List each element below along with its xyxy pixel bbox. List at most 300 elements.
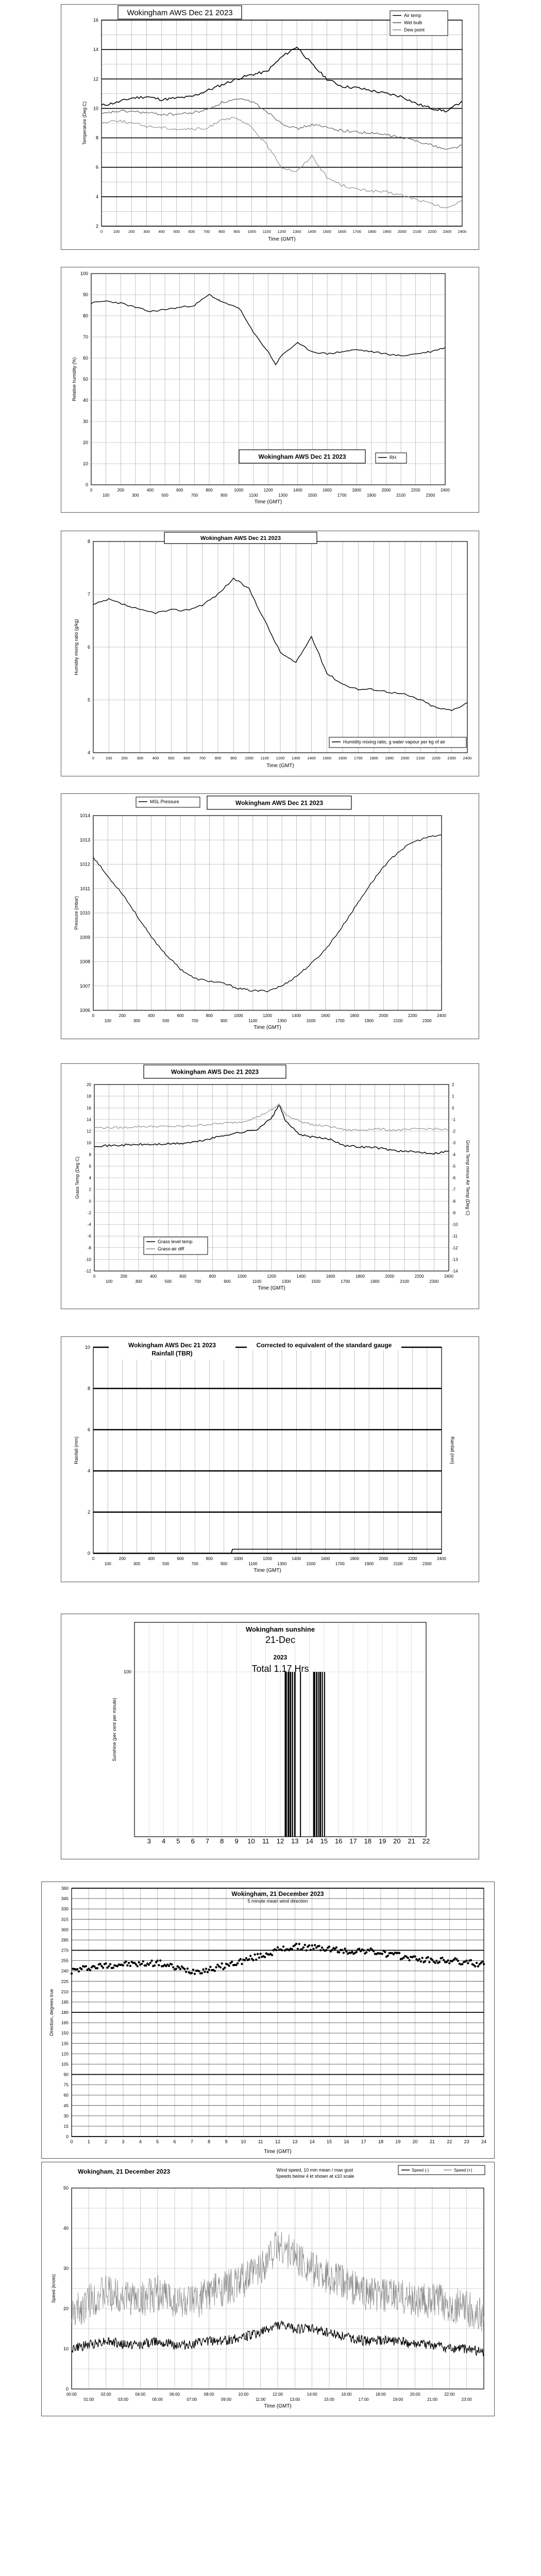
x-tick-label: 1400 [293, 488, 302, 493]
wind-direction-point [314, 1944, 316, 1946]
wind-direction-point [192, 1969, 194, 1971]
wind-direction-point [138, 1961, 140, 1963]
x-tick-label: 8 [208, 2139, 211, 2144]
wind-direction-point [179, 1968, 181, 1970]
wind-direction-point [145, 1964, 147, 1967]
x-tick-label: 400 [149, 1274, 157, 1279]
y-axis-label: Direction, degrees true [49, 1989, 54, 2036]
x-tick-label: 1000 [247, 229, 257, 234]
y-tick-label: 2 [452, 1082, 454, 1087]
wind-direction-point [171, 1963, 173, 1965]
sunshine-bar [300, 1672, 301, 1837]
y-tick-label: 180 [61, 2010, 69, 2015]
wind-direction-point [408, 1959, 410, 1961]
x-tick-label: 14:00 [307, 2392, 317, 2397]
x-tick-label: 1500 [306, 1019, 316, 1023]
y-tick-label: 2 [95, 224, 98, 229]
wind-direction-point [260, 1953, 262, 1955]
y2-axis-label: Grass Temp minus Air Temp (Deg C) [465, 1140, 470, 1216]
wind-direction-point [248, 1958, 250, 1960]
y-axis-label: Relative humidity (%) [72, 357, 77, 401]
x-tick-label: 300 [143, 229, 150, 234]
chart-subtitle: Wind speed, 10 min mean / max gust [276, 2167, 353, 2173]
y-tick-label: 75 [63, 2082, 69, 2088]
wind-direction-point [466, 1960, 468, 1962]
pressure-chart-panel [61, 793, 479, 1039]
wind-direction-point [418, 1958, 420, 1960]
x-tick-label: 05:00 [152, 2397, 163, 2402]
wind-direction-chart-panel [41, 1882, 495, 2159]
x-tick-label: 2000 [379, 1556, 388, 1561]
x-tick-label: 7 [190, 2139, 193, 2144]
y-tick-label: 1006 [79, 1008, 90, 1013]
x-tick-label: 12 [275, 2139, 281, 2144]
wind-direction-point [434, 1962, 436, 1964]
x-tick-label: 18 [364, 1837, 372, 1845]
sunshine-bar [313, 1672, 315, 1837]
wind-direction-point [448, 1962, 450, 1964]
y-axis-label: Temperature (Deg C) [82, 101, 87, 145]
x-tick-label: 1600 [326, 1274, 335, 1279]
wind-direction-point [431, 1959, 433, 1961]
x-tick-label: 4 [161, 1837, 166, 1845]
x-tick-label: 0 [92, 1556, 95, 1561]
x-tick-label: 1900 [364, 1562, 374, 1566]
y-tick-label: 6 [87, 1427, 90, 1432]
y-tick-label: 210 [61, 1989, 69, 1994]
x-tick-label: 1600 [337, 229, 347, 234]
wind-direction-point [241, 1963, 243, 1965]
x-tick-label: 500 [162, 1019, 170, 1023]
x-tick-label: 2300 [443, 229, 452, 234]
legend-entry: Grass-air diff [158, 1246, 184, 1251]
wind-direction-point [244, 1959, 246, 1961]
legend-entry: RH [390, 455, 396, 460]
y-tick-label: 1013 [79, 837, 90, 843]
chart-subtitle: 5 minute mean wind direction [247, 1899, 308, 1904]
x-tick-label: 0 [92, 1013, 95, 1018]
y-tick-label: 8 [95, 135, 98, 141]
x-tick-label: 2200 [428, 229, 437, 234]
wind-direction-point [252, 1959, 255, 1961]
y-tick-label: 18 [87, 1094, 91, 1099]
chart-subtitle: Corrected to equivalent of the standard gauge [256, 1342, 392, 1349]
y-axis-label: Pressure (mbar) [74, 896, 79, 930]
x-tick-label: 100 [102, 493, 110, 498]
wind-direction-point [93, 1965, 95, 1968]
legend-entry: MSL Pressure [150, 799, 179, 804]
x-tick-label: 14 [306, 1837, 313, 1845]
y-tick-label: -1 [452, 1117, 456, 1122]
wind-direction-point [208, 1969, 210, 1971]
wind-direction-point [129, 1965, 131, 1967]
wind-direction-point [312, 1948, 314, 1950]
x-tick-label: 2400 [444, 1274, 453, 1279]
wind-direction-point [191, 1972, 193, 1974]
x-tick-label: 1600 [320, 1013, 330, 1018]
x-tick-label: 2400 [463, 756, 472, 760]
x-tick-label: 2300 [429, 1279, 439, 1284]
wind-direction-point [158, 1964, 160, 1966]
wind-direction-point [435, 1960, 437, 1962]
x-tick-label: 9 [234, 1837, 239, 1845]
wind-direction-point [159, 1959, 161, 1961]
x-tick-label: 2300 [447, 756, 457, 760]
x-tick-label: 22:00 [444, 2392, 455, 2397]
x-tick-label: 0 [90, 488, 93, 493]
x-tick-label: 1300 [277, 1019, 287, 1023]
x-tick-label: 2000 [381, 488, 391, 493]
x-tick-label: 1200 [263, 1556, 272, 1561]
wind-direction-point [368, 1950, 370, 1952]
wind-direction-point [428, 1961, 430, 1963]
x-tick-label: 2300 [426, 493, 435, 498]
x-tick-label: 1900 [366, 493, 376, 498]
x-tick-label: 600 [183, 756, 190, 760]
x-tick-label: 1300 [277, 1562, 287, 1566]
x-tick-label: 9 [225, 2139, 228, 2144]
sunshine-date: 21-Dec [265, 1635, 296, 1645]
y-tick-label: 225 [61, 1978, 69, 1984]
y-tick-label: -11 [452, 1234, 458, 1239]
y-tick-label: 330 [61, 1906, 69, 1912]
x-tick-label: 800 [206, 488, 213, 493]
wind-direction-point [341, 1949, 343, 1951]
x-tick-label: 11 [262, 1837, 269, 1845]
x-tick-label: 2100 [393, 1562, 403, 1566]
wind-direction-point [183, 1968, 185, 1970]
y-tick-label: 100 [123, 1669, 131, 1674]
chart-title: Wokingham AWS Dec 21 2023 [235, 799, 324, 807]
wind-direction-point [150, 1960, 153, 1962]
wind-direction-point [344, 1947, 346, 1950]
x-tick-label: 09:00 [221, 2397, 232, 2402]
x-tick-label: 1700 [341, 1279, 350, 1284]
y-tick-label: 0 [452, 1106, 454, 1111]
x-tick-label: 1300 [281, 1279, 291, 1284]
x-tick-label: 500 [167, 756, 175, 760]
x-tick-label: 300 [135, 1279, 142, 1284]
x-tick-label: 13:00 [290, 2397, 300, 2402]
x-tick-label: 20 [412, 2139, 418, 2144]
x-tick-label: 800 [206, 1013, 213, 1018]
sunshine-bar [322, 1672, 323, 1837]
x-tick-label: 19 [378, 1837, 386, 1845]
x-tick-label: 13 [292, 2139, 298, 2144]
y-tick-label: 345 [61, 1896, 69, 1902]
x-tick-label: 700 [191, 493, 198, 498]
x-tick-label: 3 [147, 1837, 151, 1845]
y-axis-label: Speed (knots) [51, 2274, 56, 2303]
x-tick-label: 800 [206, 1556, 213, 1561]
y2-axis-label: Rainfall (mm) [450, 1436, 455, 1464]
x-tick-label: 5 [156, 2139, 159, 2144]
wind-direction-point [221, 1962, 223, 1964]
wind-direction-point [477, 1965, 479, 1968]
x-tick-label: 900 [220, 1019, 228, 1023]
x-tick-label: 2200 [432, 756, 441, 760]
y-tick-label: 165 [61, 2020, 69, 2026]
y-tick-label: 30 [63, 2113, 69, 2119]
wind-direction-point [331, 1949, 333, 1951]
x-axis-label: Time (GMT) [268, 236, 296, 242]
wind-direction-point [282, 1945, 284, 1947]
x-tick-label: 2300 [422, 1562, 432, 1566]
x-tick-label: 1100 [260, 756, 269, 760]
y-tick-label: 10 [93, 106, 98, 111]
x-tick-label: 0 [93, 1274, 96, 1279]
y-tick-label: 315 [61, 1917, 69, 1922]
wind-direction-point [224, 1967, 226, 1969]
rainfall-chart-panel [61, 1336, 479, 1582]
y-tick-label: 10 [63, 2346, 69, 2351]
wind-direction-point [109, 1963, 111, 1965]
x-tick-label: 2100 [396, 493, 406, 498]
legend-entry: Speed (-) [412, 2168, 429, 2173]
x-tick-label: 700 [191, 1562, 198, 1566]
wind-direction-point [338, 1951, 340, 1953]
x-tick-label: 5 [176, 1837, 180, 1845]
y-tick-label: 16 [93, 18, 98, 23]
wind-direction-point [483, 1963, 485, 1965]
x-tick-label: 800 [218, 229, 225, 234]
wind-direction-point [125, 1960, 127, 1962]
y-tick-label: 30 [82, 419, 88, 424]
wind-direction-point [137, 1965, 139, 1967]
wind-direction-point [365, 1951, 367, 1953]
y-tick-label: 16 [87, 1106, 91, 1111]
mixing-ratio-chart [61, 531, 480, 777]
x-tick-label: 1100 [252, 1279, 261, 1284]
wind-direction-point [358, 1947, 360, 1950]
humidity-chart [61, 267, 480, 513]
y-axis-label: Rainfall (mm) [74, 1436, 79, 1464]
x-tick-label: 17:00 [358, 2397, 369, 2402]
sunshine-bar [292, 1672, 293, 1837]
x-tick-label: 2100 [393, 1019, 403, 1023]
wind-direction-point [345, 1951, 347, 1953]
y-tick-label: 14 [87, 1117, 91, 1122]
wind-direction-point [80, 1968, 82, 1970]
x-tick-label: 07:00 [187, 2397, 197, 2402]
x-tick-label: 1700 [337, 493, 347, 498]
x-tick-label: 1300 [292, 229, 301, 234]
y-tick-label: 0 [89, 1199, 91, 1204]
x-tick-label: 1300 [278, 493, 288, 498]
wind-direction-point [298, 1943, 300, 1945]
x-tick-label: 800 [209, 1274, 216, 1279]
y-tick-label: -2 [452, 1129, 456, 1134]
wind-direction-point [228, 1964, 230, 1967]
wind-direction-point [407, 1957, 409, 1959]
x-tick-label: 700 [191, 1019, 198, 1023]
wind-direction-point [264, 1956, 266, 1958]
x-tick-label: 12:00 [272, 2392, 283, 2397]
x-tick-label: 1400 [292, 1013, 301, 1018]
sunshine-bar [288, 1672, 289, 1837]
sunshine-bar [319, 1672, 321, 1837]
x-tick-label: 2000 [379, 1013, 388, 1018]
y-tick-label: 0 [65, 2386, 69, 2392]
y-tick-label: 7 [87, 591, 90, 597]
y-tick-label: 6 [95, 164, 98, 170]
x-tick-label: 1100 [249, 493, 258, 498]
y-tick-label: 15 [63, 2123, 69, 2129]
y-tick-label: -12 [85, 1269, 91, 1274]
chart-title: Wokingham, 21 December 2023 [231, 1890, 324, 1897]
wind-direction-point [168, 1965, 170, 1967]
y-tick-label: 90 [63, 2072, 69, 2077]
x-tick-label: 200 [117, 488, 124, 493]
x-tick-label: 6 [173, 2139, 176, 2144]
y-tick-label: -12 [452, 1245, 458, 1250]
wind-direction-point [141, 1963, 143, 1965]
x-tick-label: 06:00 [169, 2392, 180, 2397]
wind-direction-point [219, 1966, 222, 1968]
wind-direction-point [457, 1960, 459, 1962]
wind-direction-point [295, 1943, 297, 1945]
wind-direction-point [310, 1948, 312, 1951]
x-axis-label: Time (GMT) [266, 763, 294, 769]
wind-direction-point [443, 1959, 445, 1961]
x-tick-label: 20:00 [410, 2392, 420, 2397]
y-tick-label: 1008 [79, 959, 90, 964]
x-tick-label: 900 [224, 1279, 231, 1284]
y-tick-label: 10 [84, 1345, 90, 1350]
x-tick-label: 1700 [335, 1019, 345, 1023]
x-tick-label: 1200 [276, 756, 285, 760]
x-tick-label: 23:00 [461, 2397, 472, 2402]
x-tick-label: 1900 [370, 1279, 380, 1284]
wind-direction-point [438, 1961, 441, 1963]
x-tick-label: 2300 [422, 1019, 432, 1023]
wind-direction-point [175, 1968, 177, 1970]
y-tick-label: -5 [452, 1164, 456, 1169]
x-tick-label: 2000 [397, 229, 407, 234]
x-tick-label: 700 [194, 1279, 201, 1284]
x-tick-label: 10:00 [238, 2392, 249, 2397]
wind-direction-point [154, 1964, 156, 1967]
x-tick-label: 13 [291, 1837, 299, 1845]
wind-direction-point [305, 1949, 307, 1951]
x-tick-label: 400 [158, 229, 165, 234]
sunshine-total: Total 1.17 Hrs [251, 1664, 309, 1674]
x-tick-label: 1400 [307, 756, 316, 760]
y-tick-label: 8 [89, 1152, 91, 1157]
sunshine-bar [284, 1672, 286, 1837]
chart-title: Wokingham AWS Dec 21 2023 [127, 8, 233, 18]
x-tick-label: 600 [177, 1556, 184, 1561]
legend-entry: Humidity mixing ratio, g water vapour per kg of air [343, 739, 446, 744]
y-tick-label: 1009 [79, 935, 90, 940]
y-tick-label: 4 [87, 1468, 90, 1473]
wind-direction-point [421, 1957, 423, 1959]
x-tick-label: 600 [179, 1274, 187, 1279]
y-tick-label: -6 [87, 1234, 91, 1239]
x-tick-label: 400 [147, 1013, 155, 1018]
x-tick-label: 2200 [408, 1556, 417, 1561]
pressure-chart [61, 794, 480, 1040]
wind-direction-point [467, 1962, 469, 1964]
y-tick-label: 4 [95, 194, 98, 199]
wind-direction-point [240, 1958, 242, 1960]
y-tick-label: -7 [452, 1187, 456, 1192]
x-tick-label: 900 [220, 493, 228, 498]
x-tick-label: 1900 [385, 756, 394, 760]
wind-direction-point [474, 1965, 476, 1968]
x-tick-label: 1900 [364, 1019, 374, 1023]
x-tick-label: 900 [220, 1562, 228, 1566]
x-tick-label: 18:00 [375, 2392, 386, 2397]
y-tick-label: 14 [93, 47, 98, 53]
wind-direction-point [325, 1949, 327, 1951]
y-tick-label: 50 [82, 377, 88, 382]
sunshine-bar [316, 1672, 317, 1837]
x-tick-label: 2400 [441, 488, 450, 493]
wind-direction-point [187, 1968, 189, 1970]
x-tick-label: 11 [258, 2139, 263, 2144]
x-tick-label: 8 [220, 1837, 224, 1845]
y-tick-label: -4 [87, 1222, 91, 1227]
wind-direction-point [102, 1967, 104, 1969]
x-tick-label: 1000 [237, 1274, 247, 1279]
y-tick-label: 70 [82, 334, 88, 340]
wind-direction-point [481, 1961, 483, 1963]
wind-direction-chart [42, 1882, 495, 2159]
x-tick-label: 400 [152, 756, 159, 760]
y-axis-label: Humidity mixing ratio (g/kg) [74, 619, 79, 675]
x-tick-label: 21:00 [427, 2397, 438, 2402]
y-tick-label: -2 [87, 1210, 91, 1215]
x-tick-label: 17 [361, 2139, 366, 2144]
y-tick-label: 300 [61, 1927, 69, 1933]
y-tick-label: 6 [89, 1164, 91, 1169]
x-tick-label: 1500 [308, 493, 317, 498]
temperature-chart-panel [61, 4, 479, 250]
x-tick-label: 22 [422, 1837, 430, 1845]
y-tick-label: 30 [63, 2266, 69, 2271]
x-tick-label: 1200 [277, 229, 286, 234]
sunshine-bar [290, 1672, 291, 1837]
x-tick-label: 1800 [352, 488, 362, 493]
y-tick-label: 0 [87, 1551, 90, 1556]
x-tick-label: 1400 [307, 229, 316, 234]
x-tick-label: 500 [164, 1279, 172, 1284]
y-axis-label: Sunshine (per cent per minute) [112, 1698, 117, 1761]
x-axis-label: Time (GMT) [258, 1285, 285, 1291]
chart-title: Wokingham AWS Dec 21 2023 [200, 535, 281, 541]
x-tick-label: 2 [105, 2139, 108, 2144]
y-tick-label: 1011 [80, 886, 90, 891]
wind-direction-point [99, 1963, 101, 1965]
wind-direction-point [231, 1961, 233, 1963]
x-tick-label: 1400 [296, 1274, 306, 1279]
x-tick-label: 200 [128, 229, 135, 234]
y-tick-label: 20 [87, 1082, 91, 1087]
y-tick-label: 255 [61, 1958, 69, 1963]
wind-direction-point [470, 1959, 472, 1961]
y-tick-label: -10 [452, 1222, 458, 1227]
wind-direction-point [373, 1950, 375, 1952]
x-tick-label: 23 [464, 2139, 469, 2144]
wind-speed-chart [42, 2162, 495, 2417]
wind-direction-point [215, 1966, 217, 1968]
x-tick-label: 1600 [323, 488, 332, 493]
wind-direction-point [236, 1962, 239, 1964]
x-tick-label: 2400 [458, 229, 467, 234]
sunshine-bar [294, 1672, 296, 1837]
x-tick-label: 2000 [400, 756, 410, 760]
